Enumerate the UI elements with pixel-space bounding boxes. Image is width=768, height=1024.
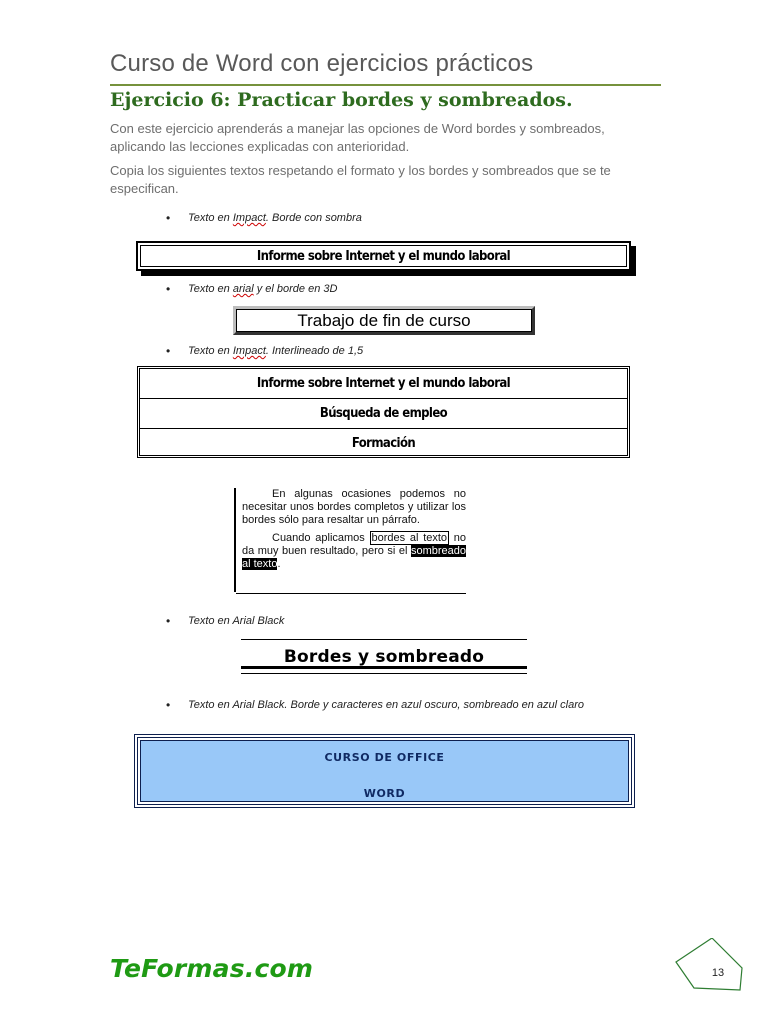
- page-header-title: Curso de Word con ejercicios prácticos: [110, 50, 534, 77]
- box3-row-3: Formación: [351, 436, 416, 451]
- box1-text: Informe sobre Internet y el mundo laboral: [256, 248, 511, 264]
- impact-table-box: [137, 366, 630, 458]
- box2-text: Trabajo de fin de curso: [297, 310, 471, 330]
- box3-row-1: Informe sobre Internet y el mundo laboral: [256, 376, 511, 391]
- intro-paragraph-2: Copia los siguientes textos respetando el formato y los bordes y sombreados que se te especifican.: [110, 163, 611, 196]
- box5-line-1: CURSO DE OFFICE: [324, 751, 445, 764]
- bullet-dot-icon: •: [166, 344, 171, 358]
- bordered-text: bordes al texto: [371, 532, 448, 544]
- shadow-border-box: [136, 241, 631, 271]
- page-number: 13: [711, 967, 725, 979]
- bullet-dot-icon: •: [166, 282, 171, 296]
- bullet-item-5: • Texto en Arial Black. Borde y caracteres en azul oscuro, sombreado en azul claro: [166, 698, 584, 712]
- footer-logo: TeFormas.com: [110, 954, 314, 983]
- top-bottom-border-box: [241, 639, 527, 675]
- blue-shaded-box: [134, 734, 635, 808]
- header-rule: [110, 84, 661, 86]
- shaded-text: sombreado al texto: [242, 545, 466, 570]
- box5-line-2: WORD: [363, 787, 406, 800]
- page-number-tab-icon: [672, 938, 768, 1024]
- bullet-item-1: • Texto en Impact. Borde con sombra: [166, 211, 362, 225]
- box3-row-2: Búsqueda de empleo: [319, 406, 448, 421]
- paragraph-box-p1: En algunas ocasiones podemos no necesitar unos bordes completos y utilizar los bordes sólo para resaltar un párrafo.: [242, 488, 466, 526]
- bullet-item-3: • Texto en Impact. Interlineado de 1,5: [166, 344, 364, 358]
- box4-text: Bordes y sombreado: [283, 647, 485, 667]
- bullet-dot-icon: •: [166, 698, 171, 712]
- intro-paragraph-1: Con este ejercicio aprenderás a manejar las opciones de Word bordes y sombreados, aplicando las lecciones explicadas con anterioridad.: [110, 121, 605, 154]
- 3d-border-box: [233, 306, 535, 335]
- bullet-dot-icon: •: [166, 211, 171, 225]
- paragraph-box-p2: Cuando aplicamos bordes al texto no da muy buen resultado, pero si el sombreado al texto.: [242, 532, 467, 570]
- bullet-item-4: • Texto en Arial Black: [166, 614, 285, 628]
- left-border-paragraph-box: [234, 488, 466, 592]
- bullet-item-2: • Texto en arial y el borde en 3D: [166, 282, 338, 296]
- bullet-dot-icon: •: [166, 614, 171, 628]
- exercise-heading: Ejercicio 6: Practicar bordes y sombreados.: [110, 89, 573, 111]
